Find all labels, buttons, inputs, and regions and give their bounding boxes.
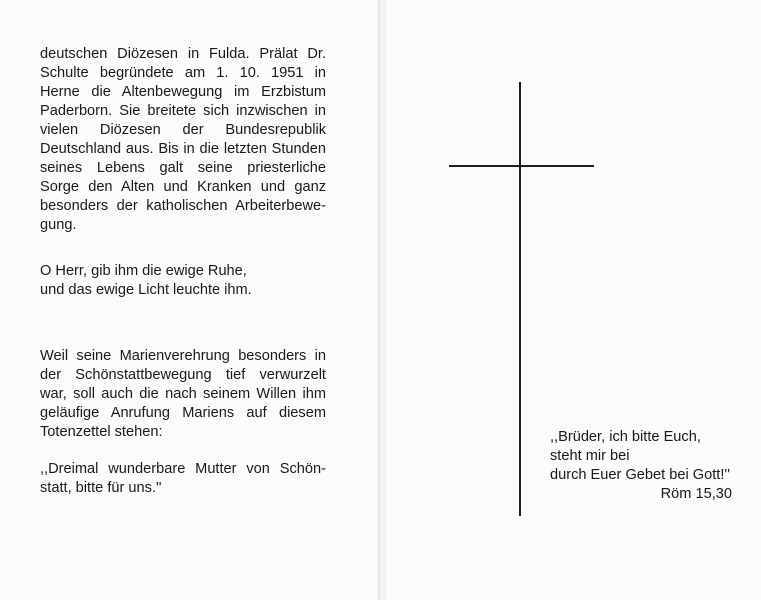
cross-horizontal-bar <box>449 165 594 167</box>
quote-line: durch Euer Gebet bei Gott!'' <box>550 467 730 483</box>
quote-line: steht mir bei <box>550 448 630 464</box>
text-line: ,,Dreimal wunderbare Mutter von Schön- <box>40 461 326 477</box>
cross-vertical-bar <box>519 82 521 516</box>
text-line: O Herr, gib ihm die ewige Ruhe, <box>40 263 247 279</box>
verse-reference: Röm 15,30 <box>660 486 732 502</box>
marian-devotion-paragraph <box>40 347 326 442</box>
biography-paragraph <box>40 45 326 235</box>
text-line: der Schönstattbewegung tief verwurzelt <box>40 367 326 383</box>
page-fold <box>378 0 386 600</box>
text-line: gung. <box>40 217 77 233</box>
text-line: Herne die Altenbewegung im Erzbistum <box>40 84 326 100</box>
text-line: statt, bitte für uns.'' <box>40 480 162 496</box>
text-line: geläufige Anrufung Mariens auf diesem <box>40 405 326 421</box>
text-line: Deutschland aus. Bis in die letzten Stunden <box>40 141 326 157</box>
text-line: seines Lebens galt seine priesterliche <box>40 160 326 176</box>
text-line: und das ewige Licht leuchte ihm. <box>40 282 252 298</box>
left-page <box>0 0 378 600</box>
text-line: deutschen Diözesen in Fulda. Prälat Dr. <box>40 46 326 62</box>
text-line: Totenzettel stehen: <box>40 424 163 440</box>
right-page <box>386 0 761 600</box>
text-line: Schulte begründete am 1. 10. 1951 in <box>40 65 326 81</box>
text-line: Paderborn. Sie breitete sich inzwischen in <box>40 103 326 119</box>
text-line: besonders der katholischen Arbeiterbewe- <box>40 198 326 214</box>
prayer-text <box>40 262 326 300</box>
text-line: Sorge den Alten und Kranken und ganz <box>40 179 326 195</box>
bible-quote <box>550 428 740 504</box>
quote-line: ,,Brüder, ich bitte Euch, <box>550 429 701 445</box>
text-line: war, soll auch die nach seinem Willen ihm <box>40 386 326 402</box>
text-line: vielen Diözesen der Bundesrepublik <box>40 122 326 138</box>
text-line: Weil seine Marienverehrung besonders in <box>40 348 326 364</box>
invocation-quote <box>40 460 326 498</box>
